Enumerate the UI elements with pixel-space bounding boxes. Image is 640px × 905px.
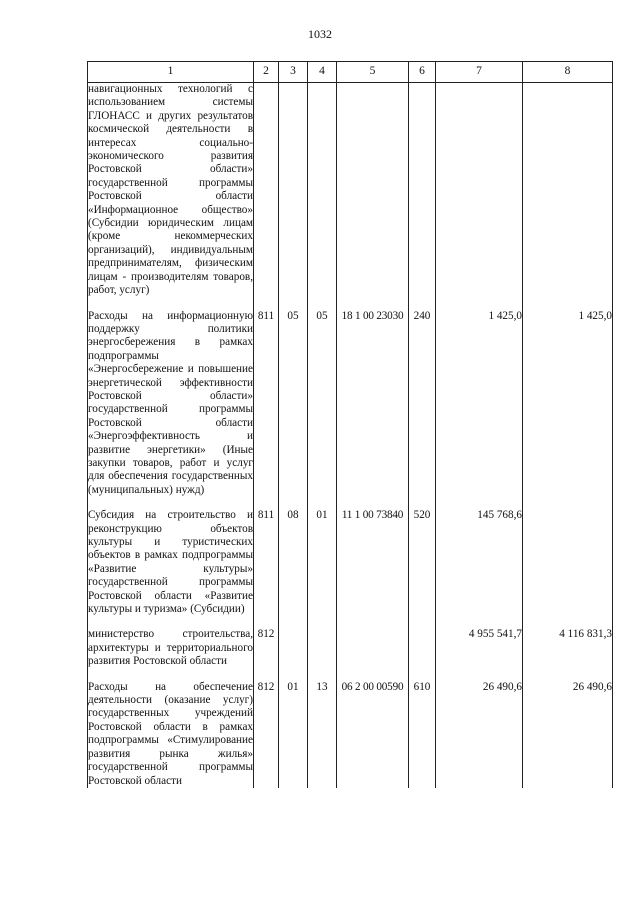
amount-year-2: 26 490,6 — [523, 681, 613, 788]
page-number: 1032 — [308, 27, 332, 41]
amount-year-2: 1 425,0 — [523, 310, 613, 498]
target-article-code — [337, 83, 409, 298]
target-article-code: 06 2 00 00590 — [337, 681, 409, 788]
section-code: 08 — [279, 509, 308, 616]
target-article-code: 18 1 00 23030 — [337, 310, 409, 498]
subsection-code: 13 — [308, 681, 337, 788]
ministry-code — [254, 83, 279, 298]
table-row — [88, 628, 613, 668]
row-description: навигационных технологий с использованием системы ГЛОНАСС и других результатов космической деятельности в интересах социально-экономического развития Ростовской области» государственной программы Ростовской области «Информационное общество» (Субсидии юридическим лицам (кроме некоммерческих организаций), индивидуальным предпринимателям, физическим лицам - производителям товаров, работ, услуг) — [88, 83, 253, 297]
amount-year-2: 4 116 831,3 — [523, 628, 613, 668]
table-row — [88, 681, 613, 788]
table-row — [88, 509, 613, 616]
column-header: 3 — [279, 62, 308, 83]
row-spacer — [88, 669, 613, 681]
ministry-code: 812 — [254, 628, 279, 668]
expense-type-code: 520 — [409, 509, 436, 616]
row-spacer — [88, 497, 613, 509]
column-header: 1 — [88, 62, 254, 83]
column-header: 2 — [254, 62, 279, 83]
section-code: 05 — [279, 310, 308, 498]
subsection-code: 01 — [308, 509, 337, 616]
target-article-code — [337, 628, 409, 668]
section-code — [279, 628, 308, 668]
subsection-code — [308, 628, 337, 668]
row-description: Расходы на информационную поддержку политики энергосбережения в рамках подпрограммы «Энергосбережение и повышение энергетической эффективности Ростовской области» государственной программы Ростовской области «Энергоэффективность и развитие энергетики» (Иные закупки товаров, работ и услуг для обеспечения государственных (муниципальных) нужд) — [88, 309, 253, 496]
header-row — [88, 62, 613, 83]
amount-year-1: 145 768,6 — [436, 509, 523, 616]
subsection-code: 05 — [308, 310, 337, 498]
expense-type-code: 240 — [409, 310, 436, 498]
amount-year-1: 26 490,6 — [436, 681, 523, 788]
ministry-code: 811 — [254, 310, 279, 498]
amount-year-1 — [436, 83, 523, 298]
budget-table — [87, 61, 613, 788]
expense-type-code — [409, 83, 436, 298]
amount-year-2 — [523, 509, 613, 616]
section-code: 01 — [279, 681, 308, 788]
column-header: 7 — [436, 62, 523, 83]
row-description: министерство строительства, архитектуры и территориального развития Ростовской области — [88, 628, 253, 668]
column-header: 8 — [523, 62, 613, 83]
subsection-code — [308, 83, 337, 298]
expense-type-code — [409, 628, 436, 668]
ministry-code: 812 — [254, 681, 279, 788]
ministry-code: 811 — [254, 509, 279, 616]
row-description: Субсидия на строительство и реконструкцию объектов культуры и туристических объектов в рамках подпрограммы «Развитие культуры» государственной программы Ростовской области «Развитие культуры и туризма» (Субсидии) — [88, 509, 253, 616]
section-code — [279, 83, 308, 298]
amount-year-1: 4 955 541,7 — [436, 628, 523, 668]
amount-year-1: 1 425,0 — [436, 310, 523, 498]
table-row — [88, 310, 613, 498]
column-header: 5 — [337, 62, 409, 83]
row-spacer — [88, 616, 613, 628]
expense-type-code: 610 — [409, 681, 436, 788]
amount-year-2 — [523, 83, 613, 298]
column-header: 4 — [308, 62, 337, 83]
row-spacer — [88, 298, 613, 310]
row-description: Расходы на обеспечение деятельности (оказание услуг) государственных учреждений Ростовской области в рамках подпрограммы «Стимулирование развития рынка жилья» государственной программы Ростовской области — [88, 680, 253, 787]
table-row — [88, 83, 613, 298]
target-article-code: 11 1 00 73840 — [337, 509, 409, 616]
column-header: 6 — [409, 62, 436, 83]
